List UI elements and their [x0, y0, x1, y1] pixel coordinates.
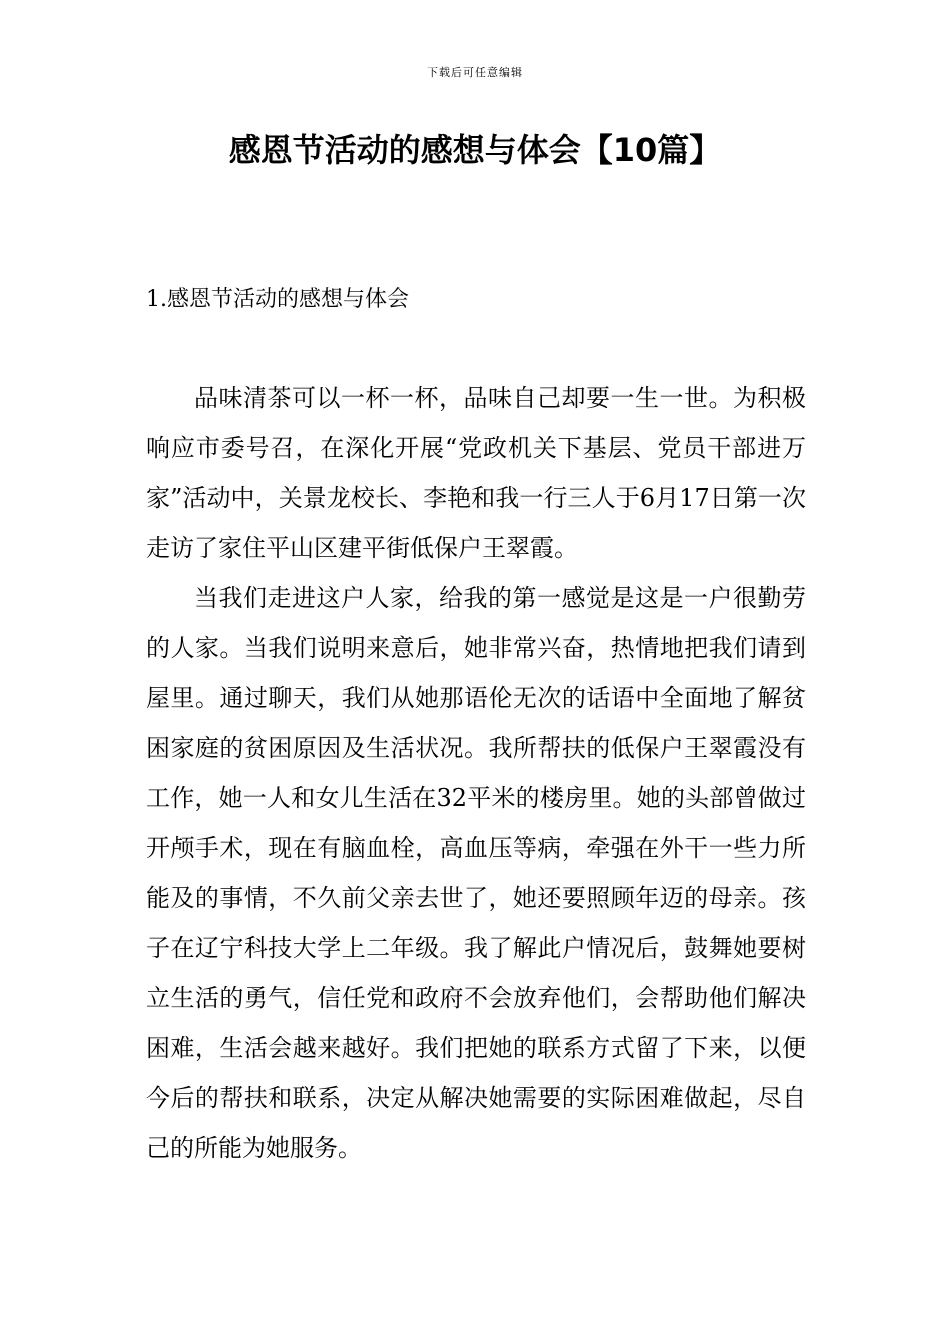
header-note: 下载后可任意编辑 — [427, 66, 523, 79]
paragraph-1: 品味清茶可以一杯一杯，品味自己却要一生一世。为积极响应市委号召，在深化开展“党政机关下基层、党员干部进万家”活动中，关景龙校长、李艳和我一行三人于6月17日第一次走访了家住平山区建平街低保户王翠霞。 — [146, 384, 806, 562]
section-body — [146, 373, 806, 1173]
paragraph-2: 当我们走进这户人家，给我的第一感觉是这是一户很勤劳的人家。当我们说明来意后，她非常兴奋，热情地把我们请到屋里。通过聊天，我们从她那语伦无次的话语中全面地了解贫困家庭的贫困原因及生活状况。我所帮扶的低保户王翠霞没有工作，她一人和女儿生活在32平米的楼房里。她的头部曾做过开颅手术，现在有脑血栓，高血压等病，牵强在外干一些力所能及的事情，不久前父亲去世了，她还要照顾年迈的母亲。孩子在辽宁科技大学上二年级。我了解此户情况后，鼓舞她要树立生活的勇气，信任党和政府不会放弃他们，会帮助他们解决困难，生活会越来越好。我们把她的联系方式留了下来，以便今后的帮扶和联系，决定从解决她需要的实际困难做起，尽自己的所能为她服务。 — [146, 584, 806, 1162]
document-title: 感恩节活动的感想与体会【10篇】 — [228, 131, 722, 169]
section-heading: 1.感恩节活动的感想与体会 — [146, 287, 409, 312]
